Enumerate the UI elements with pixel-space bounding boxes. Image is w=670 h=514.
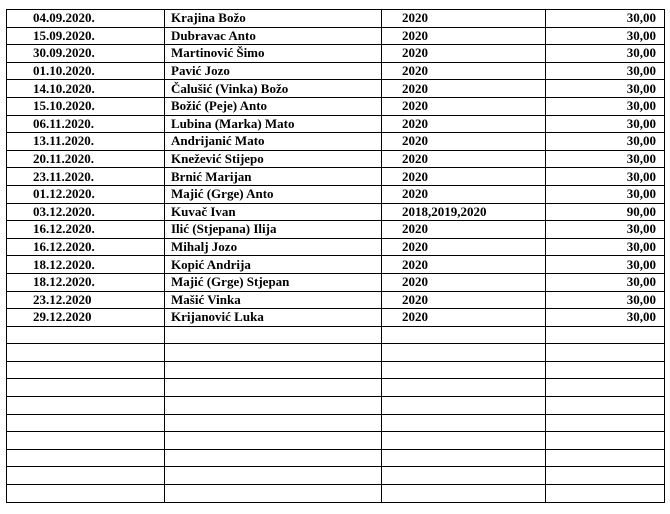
name-cell: Čalušić (Vinka) Božo bbox=[165, 80, 382, 98]
amount-cell: 30,00 bbox=[546, 27, 665, 45]
empty-cell bbox=[382, 344, 546, 362]
table-row bbox=[7, 221, 665, 239]
empty-cell bbox=[546, 485, 665, 503]
table-row bbox=[7, 80, 665, 98]
year-cell: 2020 bbox=[382, 185, 546, 203]
table-row bbox=[7, 133, 665, 151]
year-cell: 2020 bbox=[382, 10, 546, 28]
empty-cell bbox=[7, 467, 165, 485]
table-row bbox=[7, 27, 665, 45]
empty-cell bbox=[382, 361, 546, 379]
empty-cell bbox=[7, 379, 165, 397]
name-cell: Ilić (Stjepana) Ilija bbox=[165, 221, 382, 239]
date-cell: 29.12.2020 bbox=[7, 309, 165, 327]
empty-cell bbox=[546, 361, 665, 379]
empty-cell bbox=[165, 344, 382, 362]
empty-cell bbox=[165, 467, 382, 485]
year-cell: 2020 bbox=[382, 27, 546, 45]
empty-cell bbox=[546, 379, 665, 397]
empty-table-row bbox=[7, 449, 665, 467]
amount-cell: 30,00 bbox=[546, 115, 665, 133]
empty-cell bbox=[546, 432, 665, 450]
empty-cell bbox=[382, 326, 546, 344]
empty-cell bbox=[546, 344, 665, 362]
empty-cell bbox=[546, 414, 665, 432]
name-cell: Kuvač Ivan bbox=[165, 203, 382, 221]
name-cell: Kopić Andrija bbox=[165, 256, 382, 274]
empty-table-row bbox=[7, 379, 665, 397]
table-row bbox=[7, 309, 665, 327]
empty-table-row bbox=[7, 344, 665, 362]
date-cell: 04.09.2020. bbox=[7, 10, 165, 28]
name-cell: Knežević Stijepo bbox=[165, 150, 382, 168]
name-cell: Andrijanić Mato bbox=[165, 133, 382, 151]
name-cell: Majić (Grge) Anto bbox=[165, 185, 382, 203]
empty-table-row bbox=[7, 414, 665, 432]
table-row bbox=[7, 203, 665, 221]
date-cell: 14.10.2020. bbox=[7, 80, 165, 98]
date-cell: 01.12.2020. bbox=[7, 185, 165, 203]
date-cell: 13.11.2020. bbox=[7, 133, 165, 151]
table-row bbox=[7, 10, 665, 28]
amount-cell: 30,00 bbox=[546, 221, 665, 239]
empty-cell bbox=[382, 449, 546, 467]
empty-cell bbox=[7, 326, 165, 344]
amount-cell: 30,00 bbox=[546, 238, 665, 256]
date-cell: 03.12.2020. bbox=[7, 203, 165, 221]
empty-cell bbox=[7, 397, 165, 415]
amount-cell: 30,00 bbox=[546, 10, 665, 28]
year-cell: 2020 bbox=[382, 221, 546, 239]
date-cell: 15.09.2020. bbox=[7, 27, 165, 45]
date-cell: 16.12.2020. bbox=[7, 238, 165, 256]
year-cell: 2020 bbox=[382, 80, 546, 98]
amount-cell: 30,00 bbox=[546, 273, 665, 291]
empty-cell bbox=[382, 432, 546, 450]
empty-table-row bbox=[7, 326, 665, 344]
empty-table-row bbox=[7, 467, 665, 485]
empty-table-row bbox=[7, 397, 665, 415]
empty-table-row bbox=[7, 432, 665, 450]
name-cell: Mihalj Jozo bbox=[165, 238, 382, 256]
empty-cell bbox=[546, 449, 665, 467]
year-cell: 2020 bbox=[382, 97, 546, 115]
date-cell: 15.10.2020. bbox=[7, 97, 165, 115]
date-cell: 18.12.2020. bbox=[7, 273, 165, 291]
empty-cell bbox=[165, 379, 382, 397]
name-cell: Pavić Jozo bbox=[165, 62, 382, 80]
empty-cell bbox=[382, 414, 546, 432]
date-cell: 06.11.2020. bbox=[7, 115, 165, 133]
amount-cell: 90,00 bbox=[546, 203, 665, 221]
name-cell: Majić (Grge) Stjepan bbox=[165, 273, 382, 291]
empty-table-row bbox=[7, 485, 665, 503]
year-cell: 2020 bbox=[382, 309, 546, 327]
table-row bbox=[7, 291, 665, 309]
date-cell: 30.09.2020. bbox=[7, 45, 165, 63]
year-cell: 2020 bbox=[382, 256, 546, 274]
year-cell: 2020 bbox=[382, 291, 546, 309]
empty-cell bbox=[546, 397, 665, 415]
name-cell: Dubravac Anto bbox=[165, 27, 382, 45]
table-row bbox=[7, 150, 665, 168]
empty-cell bbox=[382, 379, 546, 397]
date-cell: 18.12.2020. bbox=[7, 256, 165, 274]
amount-cell: 30,00 bbox=[546, 256, 665, 274]
date-cell: 20.11.2020. bbox=[7, 150, 165, 168]
year-cell: 2020 bbox=[382, 238, 546, 256]
table-row bbox=[7, 273, 665, 291]
date-cell: 16.12.2020. bbox=[7, 221, 165, 239]
payments-table-body bbox=[7, 10, 665, 503]
year-cell: 2020 bbox=[382, 115, 546, 133]
empty-cell bbox=[165, 361, 382, 379]
amount-cell: 30,00 bbox=[546, 80, 665, 98]
empty-cell bbox=[165, 485, 382, 503]
year-cell: 2020 bbox=[382, 150, 546, 168]
year-cell: 2020 bbox=[382, 62, 546, 80]
empty-cell bbox=[382, 397, 546, 415]
date-cell: 23.12.2020 bbox=[7, 291, 165, 309]
amount-cell: 30,00 bbox=[546, 168, 665, 186]
year-cell: 2018,2019,2020 bbox=[382, 203, 546, 221]
empty-cell bbox=[546, 326, 665, 344]
empty-cell bbox=[7, 449, 165, 467]
amount-cell: 30,00 bbox=[546, 45, 665, 63]
date-cell: 23.11.2020. bbox=[7, 168, 165, 186]
amount-cell: 30,00 bbox=[546, 185, 665, 203]
amount-cell: 30,00 bbox=[546, 97, 665, 115]
name-cell: Mašić Vinka bbox=[165, 291, 382, 309]
empty-cell bbox=[7, 432, 165, 450]
name-cell: Martinović Šimo bbox=[165, 45, 382, 63]
year-cell: 2020 bbox=[382, 273, 546, 291]
empty-cell bbox=[165, 397, 382, 415]
table-row bbox=[7, 238, 665, 256]
name-cell: Krijanović Luka bbox=[165, 309, 382, 327]
year-cell: 2020 bbox=[382, 45, 546, 63]
empty-cell bbox=[7, 344, 165, 362]
name-cell: Krajina Božo bbox=[165, 10, 382, 28]
amount-cell: 30,00 bbox=[546, 150, 665, 168]
empty-cell bbox=[7, 414, 165, 432]
table-row bbox=[7, 62, 665, 80]
table-row bbox=[7, 256, 665, 274]
date-cell: 01.10.2020. bbox=[7, 62, 165, 80]
empty-cell bbox=[7, 361, 165, 379]
empty-cell bbox=[165, 432, 382, 450]
table-row bbox=[7, 185, 665, 203]
table-row bbox=[7, 45, 665, 63]
empty-cell bbox=[382, 485, 546, 503]
name-cell: Lubina (Marka) Mato bbox=[165, 115, 382, 133]
amount-cell: 30,00 bbox=[546, 291, 665, 309]
year-cell: 2020 bbox=[382, 168, 546, 186]
table-row bbox=[7, 97, 665, 115]
name-cell: Božić (Peje) Anto bbox=[165, 97, 382, 115]
empty-cell bbox=[165, 449, 382, 467]
table-row bbox=[7, 115, 665, 133]
amount-cell: 30,00 bbox=[546, 309, 665, 327]
empty-cell bbox=[165, 326, 382, 344]
empty-cell bbox=[165, 414, 382, 432]
amount-cell: 30,00 bbox=[546, 133, 665, 151]
empty-table-row bbox=[7, 361, 665, 379]
amount-cell: 30,00 bbox=[546, 62, 665, 80]
year-cell: 2020 bbox=[382, 133, 546, 151]
payments-table bbox=[6, 9, 665, 503]
empty-cell bbox=[546, 467, 665, 485]
table-row bbox=[7, 168, 665, 186]
empty-cell bbox=[7, 485, 165, 503]
empty-cell bbox=[382, 467, 546, 485]
name-cell: Brnić Marijan bbox=[165, 168, 382, 186]
